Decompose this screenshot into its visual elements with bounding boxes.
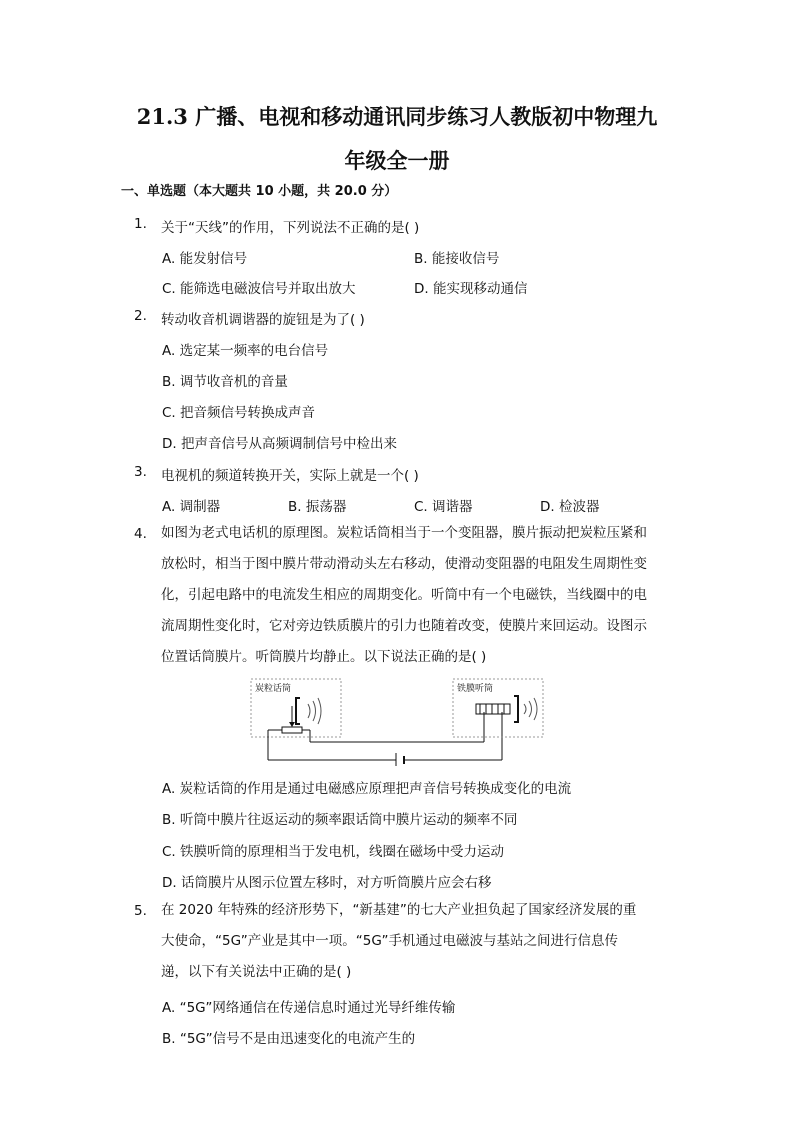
rheostat <box>282 727 302 733</box>
coil <box>476 704 510 714</box>
earpiece-label: 铁膜听筒 <box>457 684 494 694</box>
slider-arrow-icon <box>289 722 295 727</box>
question-4-option-d: D. 话筒膜片从图示位置左移时，对方听筒膜片应会右移 <box>162 875 492 891</box>
question-4-option-c: C. 铁膜听筒的原理相当于发电机，线圈在磁场中受力运动 <box>162 844 505 860</box>
question-3-option-b: B. 振荡器 <box>288 499 347 515</box>
question-4-stem <box>161 518 661 673</box>
sound-wave-icon <box>524 704 526 714</box>
question-3-number: 3. <box>134 464 147 480</box>
question-5-stem-line: 大使命，“5G”产业是其中一项。“5G”手机通过电磁波与基站之间进行信息传 <box>161 933 618 949</box>
question-2-option-a: A. 选定某一频率的电台信号 <box>162 343 329 359</box>
question-4-option-b: B. 听筒中膜片往返运动的频率跟话筒中膜片运动的频率不同 <box>162 812 518 828</box>
question-5-option-a: A. “5G”网络通信在传递信息时通过光导纤维传输 <box>162 1000 456 1016</box>
question-2-number: 2. <box>134 308 147 324</box>
sound-wave-icon <box>313 701 316 721</box>
question-1-number: 1. <box>134 216 147 232</box>
microphone-diaphragm <box>296 698 300 724</box>
sound-wave-icon <box>534 698 537 720</box>
question-5-number: 5. <box>134 903 147 919</box>
question-3-option-c: C. 调谐器 <box>414 499 473 515</box>
section-heading: 一、单选题（本大题共 10 小题，共 20.0 分） <box>121 184 398 199</box>
question-3-option-d: D. 检波器 <box>540 499 600 515</box>
question-5-stem <box>161 895 661 988</box>
question-4-stem-line: 如图为老式电话机的原理图。炭粒话筒相当于一个变阻器，膜片振动把炭粒压紧和 <box>161 525 647 541</box>
question-2-stem: 转动收音机调谐器的旋钮是为了( ) <box>161 312 365 328</box>
question-2-option-b: B. 调节收音机的音量 <box>162 374 288 390</box>
microphone-label: 炭粒话筒 <box>255 684 292 694</box>
sound-wave-icon <box>308 704 310 718</box>
page-title-line-1: 21.3 广播、电视和移动通讯同步练习人教版初中物理九 <box>136 104 658 129</box>
question-1-stem: 关于“天线”的作用，下列说法不正确的是( ) <box>161 220 420 236</box>
question-5-option-b: B. “5G”信号不是由迅速变化的电流产生的 <box>162 1031 416 1047</box>
question-4-stem-line: 位置话筒膜片。听筒膜片均静止。以下说法正确的是( ) <box>161 649 487 665</box>
question-1-option-a: A. 能发射信号 <box>162 251 248 267</box>
question-4-stem-line: 放松时，相当于图中膜片带动滑动头左右移动，使滑动变阻器的电阻发生周期性变 <box>161 556 647 572</box>
question-1-option-c: C. 能筛选电磁波信号并取出放大 <box>162 281 356 297</box>
question-2-option-d: D. 把声音信号从高频调制信号中检出来 <box>162 436 397 452</box>
question-4-stem-line: 化，引起电路中的电流发生相应的周期变化。听筒中有一个电磁铁，当线圈中的电 <box>161 587 647 603</box>
question-2-option-c: C. 把音频信号转换成声音 <box>162 405 316 421</box>
question-1-option-b: B. 能接收信号 <box>414 251 500 267</box>
question-1-option-d: D. 能实现移动通信 <box>414 281 528 297</box>
question-4-number: 4. <box>134 526 147 542</box>
sound-wave-icon <box>318 698 321 724</box>
telephone-circuit-diagram <box>248 676 548 766</box>
earpiece-diaphragm <box>514 696 518 722</box>
question-4-option-a: A. 炭粒话筒的作用是通过电磁感应原理把声音信号转换成变化的电流 <box>162 781 572 797</box>
question-5-stem-line: 在 2020 年特殊的经济形势下，“新基建”的七大产业担负起了国家经济发展的重 <box>161 902 637 918</box>
question-3-option-a: A. 调制器 <box>162 499 221 515</box>
question-3-stem: 电视机的频道转换开关，实际上就是一个( ) <box>161 468 419 484</box>
question-5-stem-line: 递，以下有关说法中正确的是( ) <box>161 964 352 980</box>
page-title-line-2: 年级全一册 <box>344 148 450 173</box>
question-4-stem-line: 流周期性变化时，它对旁边铁质膜片的引力也随着改变，使膜片来回运动。设图示 <box>161 618 647 634</box>
sound-wave-icon <box>529 701 532 717</box>
